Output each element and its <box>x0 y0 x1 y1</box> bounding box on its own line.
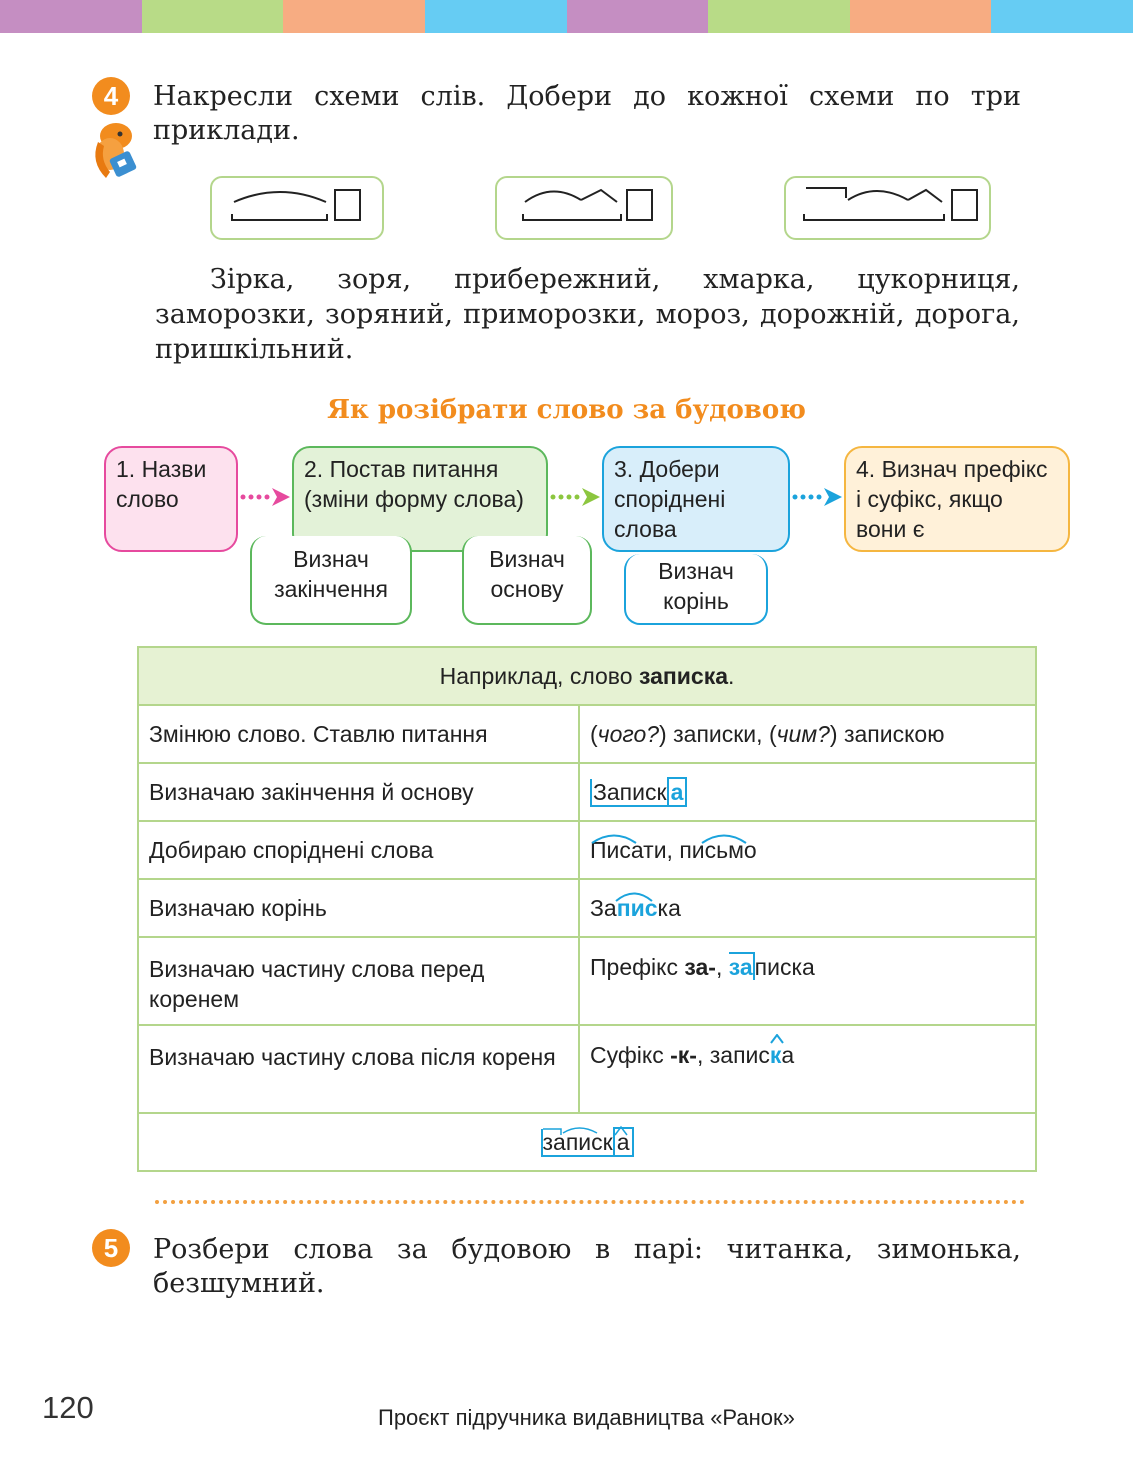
root-arc-icon <box>700 832 748 844</box>
word-root: пис <box>616 894 658 921</box>
row-step: Змінюю слово. Ставлю питання <box>138 705 579 763</box>
row-step: Добираю споріднені слова <box>138 821 579 879</box>
row-result <box>579 821 1036 879</box>
row-step: Визначаю частину слова перед коренем <box>138 937 579 1025</box>
color-stripe <box>850 0 992 33</box>
table-row <box>138 937 1036 1025</box>
section-heading: Як розібрати слово за будовою <box>327 395 806 425</box>
word-base: записк <box>542 1128 613 1155</box>
step-3-box <box>602 446 790 552</box>
table-row <box>138 879 1036 937</box>
word-prefix: за <box>728 954 753 980</box>
final-breakdown <box>138 1113 1036 1171</box>
word-part: ка <box>657 894 681 921</box>
step-label: 4. Визнач префікс і суфікс, якщо вони є <box>856 456 1048 542</box>
color-stripe <box>425 0 567 33</box>
example-header <box>138 647 1036 705</box>
substep-root-box <box>624 554 768 625</box>
task-4-instruction: Накресли схеми слів. Добери до кожної схеми по три приклади. <box>153 81 1021 146</box>
row-result: (чого?) записки, (чим?) запискою <box>579 705 1036 763</box>
related-word: письмо <box>679 836 757 863</box>
suffix-mark-icon <box>770 1034 784 1044</box>
morpheme-marks-icon <box>541 1125 651 1159</box>
header-word: записка <box>638 662 728 689</box>
word-part: За <box>590 894 617 921</box>
word-scheme-1 <box>210 176 384 240</box>
related-word: Писати, <box>590 836 673 863</box>
word-scheme-3 <box>784 176 991 240</box>
task-number-badge: 4 <box>92 77 130 115</box>
word-ending: а <box>613 1127 634 1157</box>
squirrel-with-book-icon <box>88 122 144 186</box>
header-period: . <box>728 662 735 689</box>
root-arc-icon <box>614 890 654 902</box>
row-step: Визначаю корінь <box>138 879 579 937</box>
row-result <box>579 879 1036 937</box>
color-stripe <box>283 0 425 33</box>
step-label: 2. Постав питання (зміни форму слова) <box>304 456 524 512</box>
arrow-2-icon <box>550 486 602 508</box>
row-result: Префікс за-, записка <box>579 937 1036 1025</box>
color-stripe <box>567 0 709 33</box>
word-suffix: к <box>770 1042 782 1068</box>
substep-label: Визнач корінь <box>658 558 734 614</box>
table-row <box>138 1113 1036 1171</box>
row-step: Визначаю закінчення й основу <box>138 763 579 821</box>
task-4-word-list: Зірка, зоря, прибережний, хмарка, цукорниця, заморозки, зоряний, приморозки, мороз, дорожній, дорога, пришкільний. <box>155 264 1020 365</box>
task-number-badge: 5 <box>92 1229 130 1267</box>
arrow-1-icon <box>240 486 292 508</box>
substep-label: Визнач закінчення <box>274 546 388 602</box>
table-row <box>138 1025 1036 1113</box>
step-4-box <box>844 446 1070 552</box>
table-row <box>138 821 1036 879</box>
arrow-3-icon <box>792 486 844 508</box>
table-row <box>138 705 1036 763</box>
step-1-box <box>104 446 238 552</box>
row-result <box>579 763 1036 821</box>
dotted-separator <box>155 1200 1025 1210</box>
top-color-bar <box>0 0 1133 33</box>
word-ending: а <box>667 777 688 807</box>
footer-text: Проєкт підручника видавництва «Ранок» <box>378 1405 795 1430</box>
task-5-instruction: Розбери слова за будовою в парі: читанка, зимонька, безшумний. <box>153 1234 1021 1299</box>
color-stripe <box>0 0 142 33</box>
row-step: Визначаю частину слова після кореня <box>138 1025 579 1113</box>
step-label: 1. Назви слово <box>116 456 207 512</box>
header-text: Наприклад, слово <box>439 662 639 689</box>
step-label: 3. Добери споріднені слова <box>614 456 726 542</box>
page-number: 120 <box>42 1390 94 1425</box>
word-base: Записк <box>590 779 667 807</box>
root-arc-icon <box>590 832 638 844</box>
substep-label: Визнач основу <box>489 546 565 602</box>
color-stripe <box>142 0 284 33</box>
color-stripe <box>991 0 1133 33</box>
example-table <box>137 646 1037 1172</box>
table-row <box>138 763 1036 821</box>
row-result: Суфікс -к-, запис ка <box>579 1025 1036 1113</box>
color-stripe <box>708 0 850 33</box>
word-scheme-2 <box>495 176 673 240</box>
